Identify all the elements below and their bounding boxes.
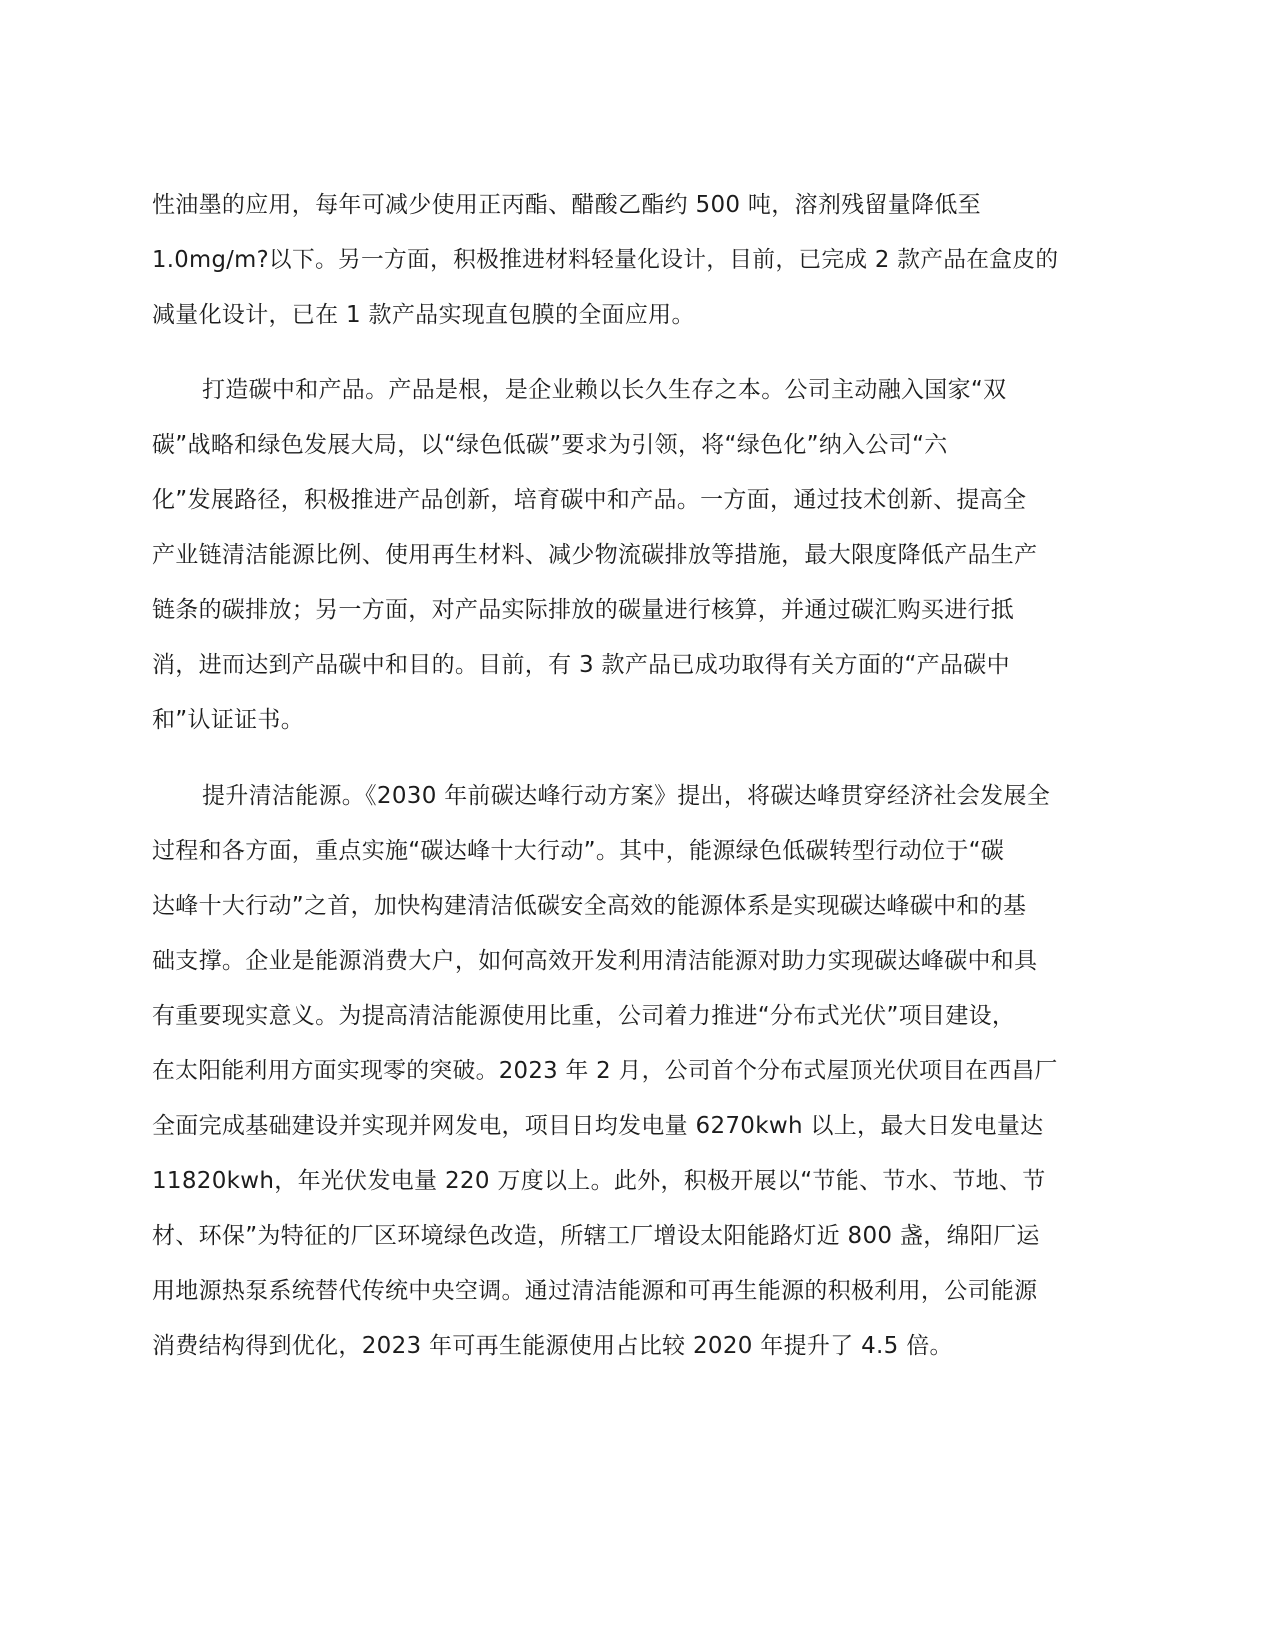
text-line: 性油墨的应用，每年可减少使用正丙酯、醋酸乙酯约 500 吨，溶剂残留量降低至 [152,192,981,218]
text-line: 在太阳能利用方面实现零的突破。2023 年 2 月，公司首个分布式屋顶光伏项目在西昌厂 [152,1058,1058,1084]
text-line: 碳”战略和绿色发展大局，以“绿色低碳”要求为引领，将“绿色化”纳入公司“六 [152,432,948,458]
text-line: 有重要现实意义。为提高清洁能源使用比重，公司着力推进“分布式光伏”项目建设， [152,1003,1016,1029]
paragraph-first-line: 打造碳中和产品。产品是根，是企业赖以长久生存之本。公司主动融入国家“双 [202,377,1007,403]
text-line: 全面完成基础建设并实现并网发电，项目日均发电量 6270kwh 以上，最大日发电量达 [152,1113,1044,1139]
text-line: 消费结构得到优化，2023 年可再生能源使用占比较 2020 年提升了 4.5 倍。 [152,1333,953,1359]
text-line: 过程和各方面，重点实施“碳达峰十大行动”。其中，能源绿色低碳转型行动位于“碳 [152,838,1005,864]
text-line: 化”发展路径，积极推进产品创新，培育碳中和产品。一方面，通过技术创新、提高全 [152,487,1027,513]
text-line: 消，进而达到产品碳中和目的。目前，有 3 款产品已成功取得有关方面的“产品碳中 [152,652,1010,678]
text-line: 础支撑。企业是能源消费大户，如何高效开发利用清洁能源对助力实现碳达峰碳中和具 [152,948,1038,974]
text-line: 材、环保”为特征的厂区环境绿色改造，所辖工厂增设太阳能路灯近 800 盏，绵阳厂运 [152,1223,1040,1249]
text-line: 减量化设计，已在 1 款产品实现直包膜的全面应用。 [152,302,695,328]
text-line: 产业链清洁能源比例、使用再生材料、减少物流碳排放等措施，最大限度降低产品生产 [152,542,1038,568]
text-line: 用地源热泵系统替代传统中央空调。通过清洁能源和可再生能源的积极利用，公司能源 [152,1278,1038,1304]
text-line: 1.0mg/m?以下。另一方面，积极推进材料轻量化设计，目前，已完成 2 款产品在盒皮的 [152,247,1059,273]
text-line: 和”认证证书。 [152,707,305,733]
text-line: 达峰十大行动”之首，加快构建清洁低碳安全高效的能源体系是实现碳达峰碳中和的基 [152,893,1027,919]
text-line: 11820kwh，年光伏发电量 220 万度以上。此外，积极开展以“节能、节水、节地、节 [152,1168,1046,1194]
text-line: 链条的碳排放；另一方面，对产品实际排放的碳量进行核算，并通过碳汇购买进行抵 [152,597,1015,623]
paragraph-first-line: 提升清洁能源。《2030 年前碳达峰行动方案》提出，将碳达峰贯穿经济社会发展全 [202,783,1051,809]
